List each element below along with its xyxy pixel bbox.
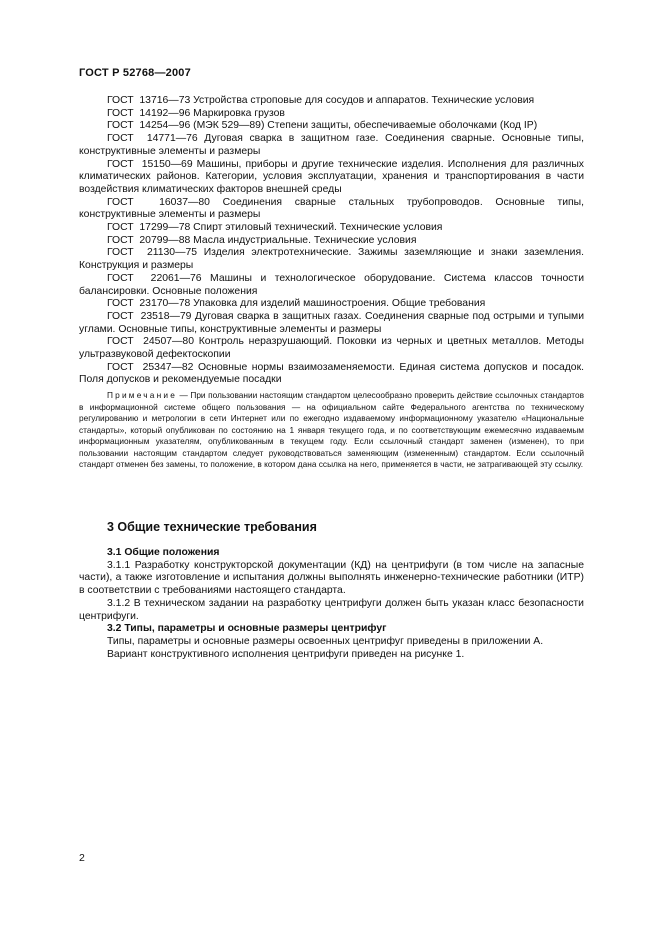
reference-title: Контроль неразрушающий. Поковки из черных и цветных металлов. Методы ультразвуковой дефектоскопии (79, 336, 584, 361)
document-header: ГОСТ Р 52768—2007 (79, 67, 191, 79)
subsection-title: 3.2 Типы, параметры и основные размеры центрифуг (107, 623, 387, 635)
reference-code: ГОСТ 20799—88 (107, 234, 191, 246)
section-title: 3 Общие технические требования (107, 520, 317, 534)
reference-item (79, 298, 584, 311)
paragraph: 3.1.1 Разработку конструкторской документации (КД) на центрифуги (в том числе на запасные части), а также изготовление и испытания должны выполнять инженерно-технические работники (ИТР) в соответствии с требованиями настоящего стандарта. (79, 559, 584, 597)
reference-code: ГОСТ 14192—96 (107, 107, 191, 119)
reference-title: Соединения сварные стальных трубопроводов. Основные типы, конструктивные элементы и размеры (79, 196, 584, 221)
reference-item (79, 247, 584, 272)
reference-code: ГОСТ 23518—79 (107, 310, 192, 322)
note-paragraph (79, 390, 584, 471)
paragraph: Типы, параметры и основные размеры освоенных центрифуг приведены в приложении А. (107, 635, 544, 647)
reference-title: Масла индустриальные. Технические условия (193, 234, 417, 246)
reference-item (79, 120, 584, 133)
reference-title: Дуговая сварка в защитном газе. Соединения сварные. Основные типы, конструктивные элементы и размеры (79, 133, 585, 157)
reference-code: ГОСТ 22061—76 (107, 272, 202, 284)
reference-title: Машины и технологическое оборудование. Система классов точности балансировки. Основные положения (79, 272, 584, 297)
reference-title: Маркировка грузов (193, 107, 285, 119)
reference-title: Устройства строповые для сосудов и аппаратов. Технические условия (193, 95, 535, 106)
reference-title: Машины, приборы и другие технические изделия. Исполнения для различных климатических районов. Категории, условия эксплуатации, хранения и транспортирования в части воздействия климатических факторов внешней среды (79, 158, 584, 195)
reference-title: Основные нормы взаимозаменяемости. Единая система допусков и посадок. Поля допусков и рекомендуемые посадки (79, 361, 585, 386)
reference-code: ГОСТ 13716—73 (107, 95, 191, 106)
reference-code: ГОСТ 25347—82 (107, 361, 194, 373)
reference-code: ГОСТ 15150—69 (107, 158, 193, 170)
reference-title: Изделия электротехнические. Зажимы заземляющие и знаки заземления. Конструкция и размеры (79, 247, 585, 272)
reference-item (79, 108, 584, 121)
page-number: 2 (79, 852, 85, 864)
reference-title: (МЭК 529—89) Степени защиты, обеспечиваемые оболочками (Код IP) (193, 120, 538, 132)
reference-item (79, 159, 584, 197)
section-body (79, 547, 584, 661)
reference-code: ГОСТ 17299—78 (107, 222, 191, 234)
reference-item (79, 362, 584, 387)
note-label: Примечание (107, 390, 178, 400)
reference-item (79, 95, 584, 108)
reference-item (79, 222, 584, 235)
reference-item (79, 336, 584, 361)
reference-code: ГОСТ 24507—80 (107, 336, 194, 348)
reference-item (79, 133, 584, 158)
reference-code: ГОСТ 23170—78 (107, 298, 191, 310)
reference-code: ГОСТ 16037—80 (107, 196, 210, 208)
subsection-title: 3.1 Общие положения (107, 547, 220, 558)
normative-references-list (79, 95, 584, 387)
reference-code: ГОСТ 14771—76 (107, 133, 198, 145)
reference-title: Дуговая сварка в защитных газах. Соединения сварные под острыми и тупыми углами. Основные типы, конструктивные элементы и размеры (79, 310, 584, 335)
reference-item (79, 197, 584, 222)
note-text: — При пользовании настоящим стандартом целесообразно проверить действие ссылочных стандартов в информационной системе общего пользования — на официальном сайте Федерального агентства по техническому регулированию и метрологии в сети Интернет или по ежегодно издаваемому информационному указателю «Национальные стандарты», который опубликован по состоянию на 1 января текущего года, и по соответствующим ежемесячно издаваемым информационным указателям, опубликованным в текущем году. Если ссылочный стандарт заменен (изменен), то при пользовании настоящим стандартом следует руководствоваться заменяющим (измененным) стандартом. Если ссылочный стандарт отменен без замены, то положение, в котором дана ссылка на него, применяется в части, не затрагивающей эту ссылку. (79, 390, 584, 469)
reference-title: Упаковка для изделий машиностроения. Общие требования (193, 298, 486, 310)
reference-code: ГОСТ 14254—96 (107, 120, 191, 132)
reference-item (79, 311, 584, 336)
reference-code: ГОСТ 21130—75 (107, 247, 198, 259)
paragraph: 3.1.2 В техническом задании на разработку центрифуги должен быть указан класс безопасности центрифуги. (79, 597, 584, 622)
reference-item (79, 235, 584, 248)
paragraph: Вариант конструктивного исполнения центрифуги приведен на рисунке 1. (107, 648, 465, 660)
reference-title: Спирт этиловый технический. Технические условия (193, 222, 443, 234)
reference-item (79, 273, 584, 298)
